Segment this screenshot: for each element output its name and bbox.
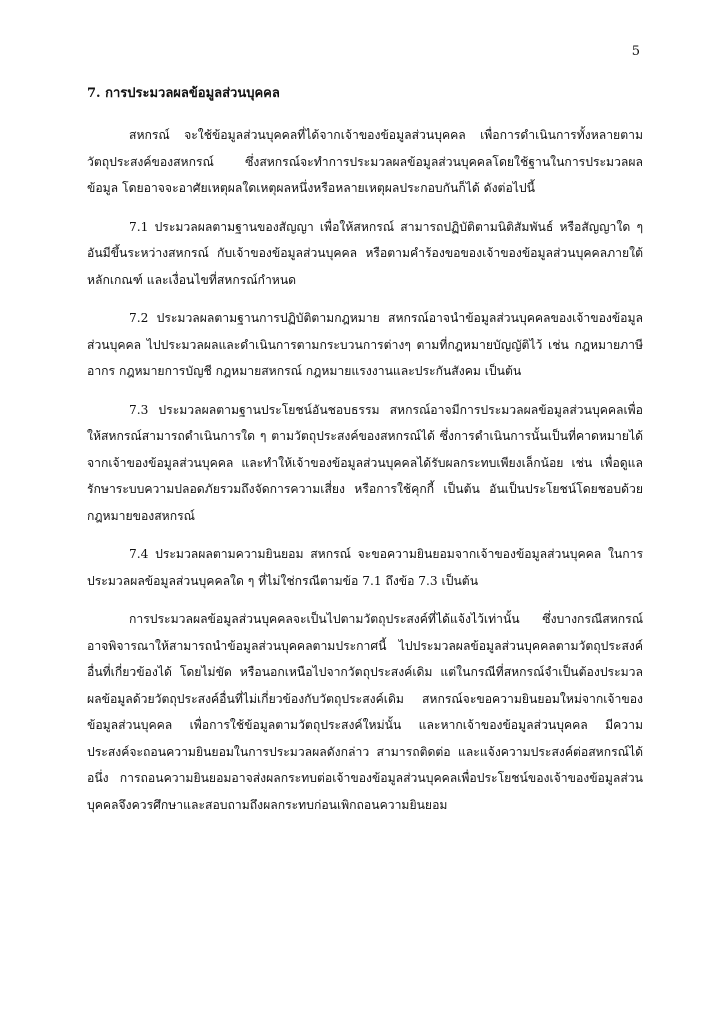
paragraph-closing: การประมวลผลข้อมูลส่วนบุคคลจะเป็นไปตามวัตถุประสงค์ที่ได้แจ้งไว้เท่านั้น ซึ่งบางกรณีสหกรณ์อาจพิจารณาให้สามารถนำข้อมูลส่วนบุคคลตามประกาศนี้ ไปประมวลผลข้อมูลส่วนบุคคลตามวัตถุประสงค์อื่นที่เกี่ยวข้องได้ โดยไม่ขัด หรือนอกเหนือไปจากวัตถุประสงค์เดิม แต่ในกรณีที่สหกรณ์จำเป็นต้องประมวลผลข้อมูลด้วยวัตถุประสงค์อื่นที่ไม่เกี่ยวข้องกับวัตถุประสงค์เดิม สหกรณ์จะขอความยินยอมใหม่จากเจ้าของข้อมูลส่วนบุคคล เพื่อการใช้ข้อมูลตามวัตถุประสงค์ใหม่นั้น และหากเจ้าของข้อมูลส่วนบุคคล มีความประสงค์จะถอนความยินยอมในการประมวลผลดังกล่าว สามารถติดต่อ และแจ้งความประสงค์ต่อสหกรณ์ได้ อนึ่ง การถอนความยินยอมอาจส่งผลกระทบต่อเจ้าของข้อมูลส่วนบุคคลเพื่อประโยชน์ของเจ้าของข้อมูลส่วนบุคคลจึงควรศึกษาและสอบถามถึงผลกระทบก่อนเพิกถอนความยินยอม [87, 612, 643, 812]
paragraph-intro: สหกรณ์ จะใช้ข้อมูลส่วนบุคคลที่ได้จากเจ้าของข้อมูลส่วนบุคคล เพื่อการดำเนินการทั้งหลายตามวัตถุประสงค์ของสหกรณ์ ซึ่งสหกรณ์จะทำการประมวลผลข้อมูลส่วนบุคคลโดยใช้ฐานในการประมวลผลข้อมูล โดยอาจจะอาศัยเหตุผลใดเหตุผลหนึ่งหรือหลายเหตุผลประกอบกันก็ได้ ดังต่อไปนี้ [87, 128, 643, 195]
section-body [87, 122, 643, 830]
paragraph-7-4: 7.4 ประมวลผลตามความยินยอม สหกรณ์ จะขอความยินยอมจากเจ้าของข้อมูลส่วนบุคคล ในการประมวลผลข้อมูลส่วนบุคคลใด ๆ ที่ไม่ใช่กรณีตามข้อ 7.1 ถึงข้อ 7.3 เป็นต้น [87, 547, 643, 588]
paragraph-7-1: 7.1 ประมวลผลตามฐานของสัญญา เพื่อให้สหกรณ์ สามารถปฏิบัติตามนิติสัมพันธ์ หรือสัญญาใด ๆ อันมีขึ้นระหว่างสหกรณ์ กับเจ้าของข้อมูลส่วนบุคคล หรือตามคำร้องขอของเจ้าของข้อมูลส่วนบุคคลภายใต้หลักเกณฑ์ และเงื่อนไขที่สหกรณ์กำหนด [87, 219, 643, 287]
paragraph-7-2: 7.2 ประมวลผลตามฐานการปฏิบัติตามกฎหมาย สหกรณ์อาจนำข้อมูลส่วนบุคคลของเจ้าของข้อมูลส่วนบุคคล ไปประมวลผลและดำเนินการตามกระบวนการต่างๆ ตามที่กฎหมายบัญญัติไว้ เช่น กฎหมายภาษีอากร กฎหมายการบัญชี กฎหมายสหกรณ์ กฎหมายแรงงานและประกันสังคม เป็นต้น [87, 311, 643, 378]
paragraph-7-3: 7.3 ประมวลผลตามฐานประโยชน์อันชอบธรรม สหกรณ์อาจมีการประมวลผลข้อมูลส่วนบุคคลเพื่อให้สหกรณ์สามารถดำเนินการใด ๆ ตามวัตถุประสงค์ของสหกรณ์ได้ ซึ่งการดำเนินการนั้นเป็นที่คาดหมายได้ จากเจ้าของข้อมูลส่วนบุคคล และทำให้เจ้าของข้อมูลส่วนบุคคลได้รับผลกระทบเพียงเล็กน้อย เช่น เพื่อดูแลรักษาระบบความปลอดภัยรวมถึงจัดการความเสี่ยง หรือการใช้คุกกี้ เป็นต้น อันเป็นประโยชน์โดยชอบด้วยกฎหมายของสหกรณ์ [87, 402, 643, 523]
section-heading: 7. การประมวลผลข้อมูลส่วนบุคคล [87, 86, 280, 101]
page-number: 5 [631, 44, 640, 59]
